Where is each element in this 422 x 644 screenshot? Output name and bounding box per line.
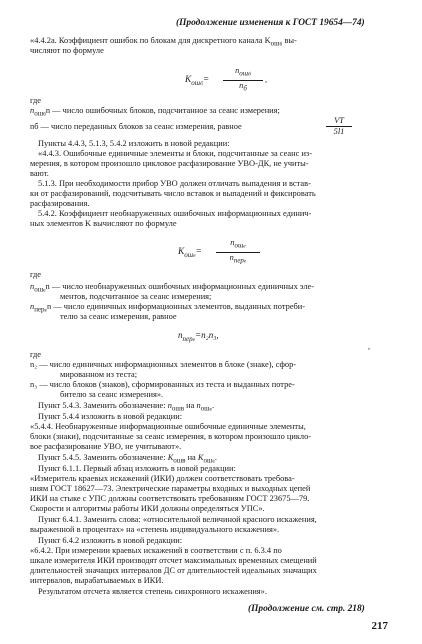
text-line: Пункт 5.4.4 изложить в новой редакции: bbox=[38, 412, 183, 421]
text-line: Результатом отсчета является степень синхронного искажения». bbox=[38, 587, 267, 596]
text-line: «6.4.2. При измерении краевых искажений в соответствии с п. 6.3.4 по bbox=[30, 546, 282, 555]
text-line: «5.4.4. Необнаруженные информационные ошибочные единичные элементы, bbox=[30, 422, 306, 431]
text-line: Пункт 6.4.2 изложить в новой редакции: bbox=[38, 536, 183, 545]
text-line: «4.4.3. Ошибочные единичные элементы и блоки, подсчитанные за сеанс из- bbox=[38, 149, 313, 158]
text-line: интервалов, вырабатываемых в ИКИ. bbox=[30, 576, 164, 585]
text-line: Пункт 6.4.1. Заменить слова: «относительной величиной красного искажения, bbox=[38, 515, 317, 524]
text-line: ниям ГОСТ 18627—73. Электрические параметры входных и выходных цепей bbox=[30, 484, 311, 493]
text-line: мированном из теста; bbox=[60, 370, 138, 379]
formula-vt: $\frac{VT}{5l1}$ bbox=[326, 116, 352, 137]
text-line: ки от расфазирований, подсчитывать число вставок и выпадений и фиксировать bbox=[30, 189, 316, 198]
text-line: расфазирования. bbox=[30, 199, 90, 208]
text-line: nб — число переданных блоков за сеанс измерения, равное bbox=[30, 122, 242, 131]
text-line: Пункты 4.4.3, 5.1.3, 5.4.2 изложить в новой редакции: bbox=[38, 139, 230, 148]
text-line: $n_{пере}n$ — число единичных информационных элементов, выданных потреби- bbox=[30, 302, 306, 314]
text-line: бителю за сеанс измерения». bbox=[60, 390, 164, 399]
page-number: 217 bbox=[371, 620, 388, 632]
formula-n-per: $n_{пере}=n_2n_3$, bbox=[178, 330, 219, 343]
text-line: числяют по формуле bbox=[30, 46, 104, 55]
text-line: где bbox=[30, 350, 41, 359]
text-line: ных элементов K вычисляют по формуле bbox=[30, 219, 177, 228]
text-line: Пункт 5.4.3. Заменить обозначение: $n_{ошв}$ на $n_{оше}$. bbox=[38, 401, 215, 413]
text-line: Пункт 6.1.1. Первый абзац изложить в новой редакции: bbox=[38, 464, 236, 473]
document-page: (Продолжение изменения к ГОСТ 19654—74) «4.4.2а. Коэффициент ошибок по блокам для дискретного канала $K_{ошб}$ вы- числяют по формуле $K_{ошб}=$ $n_{ошб}$ $n_б$ , где $n_{ошб}n$ — число ошибочных блоков, подсчитанное за сеанс измерения; nб — число переданных блоков за сеанс измерения, равное $\frac{VT}{5l1}$ Пункты 4.4.3, 5.1.3, 5.4.2 изложить в новой редакции: «4.4.3. Ошибочные единичные элементы и блоки, подсчитанные за сеанс из- мерения, в котором произошло цикловое расфазирование УВО-ДК, не учиты- вают. 5.1.3. При необходимости прибор УВО должен отличать выпадения и встав- ки от расфазирований, подсчитывать число вставок и выпадений и фиксировать расфазирования. 5.4.2. Коэффициент необнаруженных ошибочных информационных единич- ных элементов K вычисляют по формуле $K_{оше}=$ $n_{оше}$ $n_{пере}$ где $n_{оше}n$ — число необнаруженных ошибочных информационных единичных эле- ментов, подсчитанное за сеанс измерения; $n_{пере}n$ — число единичных информационных элементов, выданных потреби- телю за сеанс измерения, равное $n_{пере}=n_2n_3$, , где n₂ — число единичных информационных элементов в блоке (знаке), сфор- мированном из теста; n₃ — число блоков (знаков), сформированных из теста и выданных потре- бителю за сеанс измерения». Пункт 5.4.3. Заменить обозначение: $n_{ошв}$ на $n_{оше}$. Пункт 5.4.4 изложить в новой редакции: «5.4.4. Необнаруженные информационные ошибочные единичные элементы, блоки (знаки), подсчитанные за сеанс измерения, в котором произошло цикло- вое расфазирование УВО, не учитывают». Пункт 5.4.5. Заменить обозначение: $K_{ошв}$ на $K_{оше}$. Пункт 6.1.1. Первый абзац изложить в новой редакции: «Измеритель краевых искажений (ИКИ) должен соответствовать требова- ниям ГОСТ 18627—73. Электрические параметры входных и выходных цепей ИКИ на стыке с УПС должны соответствовать требованиям ГОСТ 23675—79. Скорости и алгоритмы работы ИКИ должны определяться УПС». Пункт 6.4.1. Заменить слова: «относительной величиной красного искажения, выраженной в процентах» на «степень индивидуального искажения». Пункт 6.4.2 изложить в новой редакции: «6.4.2. При измерении краевых искажений в соответствии с п. 6.3.4 по шкале измерителя ИКИ производят отсчет максимальных временных смещений длительностей значащих интервалов ДС от длительностей идеальных значащих интервалов, вырабатываемых в ИКИ. Результатом отсчета является степень синхронного искажения». (Продолжение см. стр. 218) 217 bbox=[30, 18, 388, 632]
text-line: 5.4.2. Коэффициент необнаруженных ошибочных информационных единич- bbox=[38, 209, 312, 218]
text-line: $n_{ошб}n$ — число ошибочных блоков, подсчитанное за сеанс измерения; bbox=[30, 106, 280, 118]
text-line: телю за сеанс измерения, равное bbox=[60, 312, 177, 321]
text-line: блоки (знаки), подсчитанные за сеанс измерения, в котором произошло цикло- bbox=[30, 432, 312, 441]
text-line: шкале измерителя ИКИ производят отсчет максимальных временных смещений bbox=[30, 556, 317, 565]
text-line: Пункт 5.4.5. Заменить обозначение: $K_{ошв}$ на $K_{оше}$. bbox=[38, 453, 217, 465]
text-line: «4.4.2а. Коэффициент ошибок по блокам для дискретного канала $K_{ошб}$ вы- bbox=[30, 36, 297, 48]
text-line: n₂ — число единичных информационных элементов в блоке (знаке), сфор- bbox=[30, 360, 297, 369]
text-line: длительностей значащих интервалов ДС от длительностей идеальных значащих bbox=[30, 566, 317, 575]
text-line: n₃ — число блоков (знаков), сформированных из теста и выданных потре- bbox=[30, 380, 295, 389]
text-line: Скорости и алгоритмы работы ИКИ должны определяться УПС». bbox=[30, 504, 265, 513]
print-mark: , bbox=[368, 342, 370, 351]
text-line: ИКИ на стыке с УПС должны соответствовать требованиям ГОСТ 23675—79. bbox=[30, 494, 310, 503]
text-line: где bbox=[30, 96, 41, 105]
text-line: $n_{оше}n$ — число необнаруженных ошибочных информационных единичных эле- bbox=[30, 282, 315, 294]
text-line: где bbox=[30, 270, 41, 279]
text-line: выраженной в процентах» на «степень индивидуального искажения». bbox=[30, 525, 280, 534]
text-line: мерения, в котором произошло цикловое расфазирование УВО-ДК, не учиты- bbox=[30, 159, 309, 168]
running-header: (Продолжение изменения к ГОСТ 19654—74) bbox=[176, 18, 365, 28]
text-line: ментов, подсчитанное за сеанс измерения; bbox=[60, 292, 212, 301]
text-line: 5.1.3. При необходимости прибор УВО должен отличать выпадения и встав- bbox=[38, 179, 311, 188]
text-line: вают. bbox=[30, 169, 49, 178]
text-line: «Измеритель краевых искажений (ИКИ) должен соответствовать требова- bbox=[30, 474, 295, 483]
text-line: вое расфазирование УВО, не учитывают». bbox=[30, 442, 182, 451]
continuation-note: (Продолжение см. стр. 218) bbox=[248, 604, 365, 614]
